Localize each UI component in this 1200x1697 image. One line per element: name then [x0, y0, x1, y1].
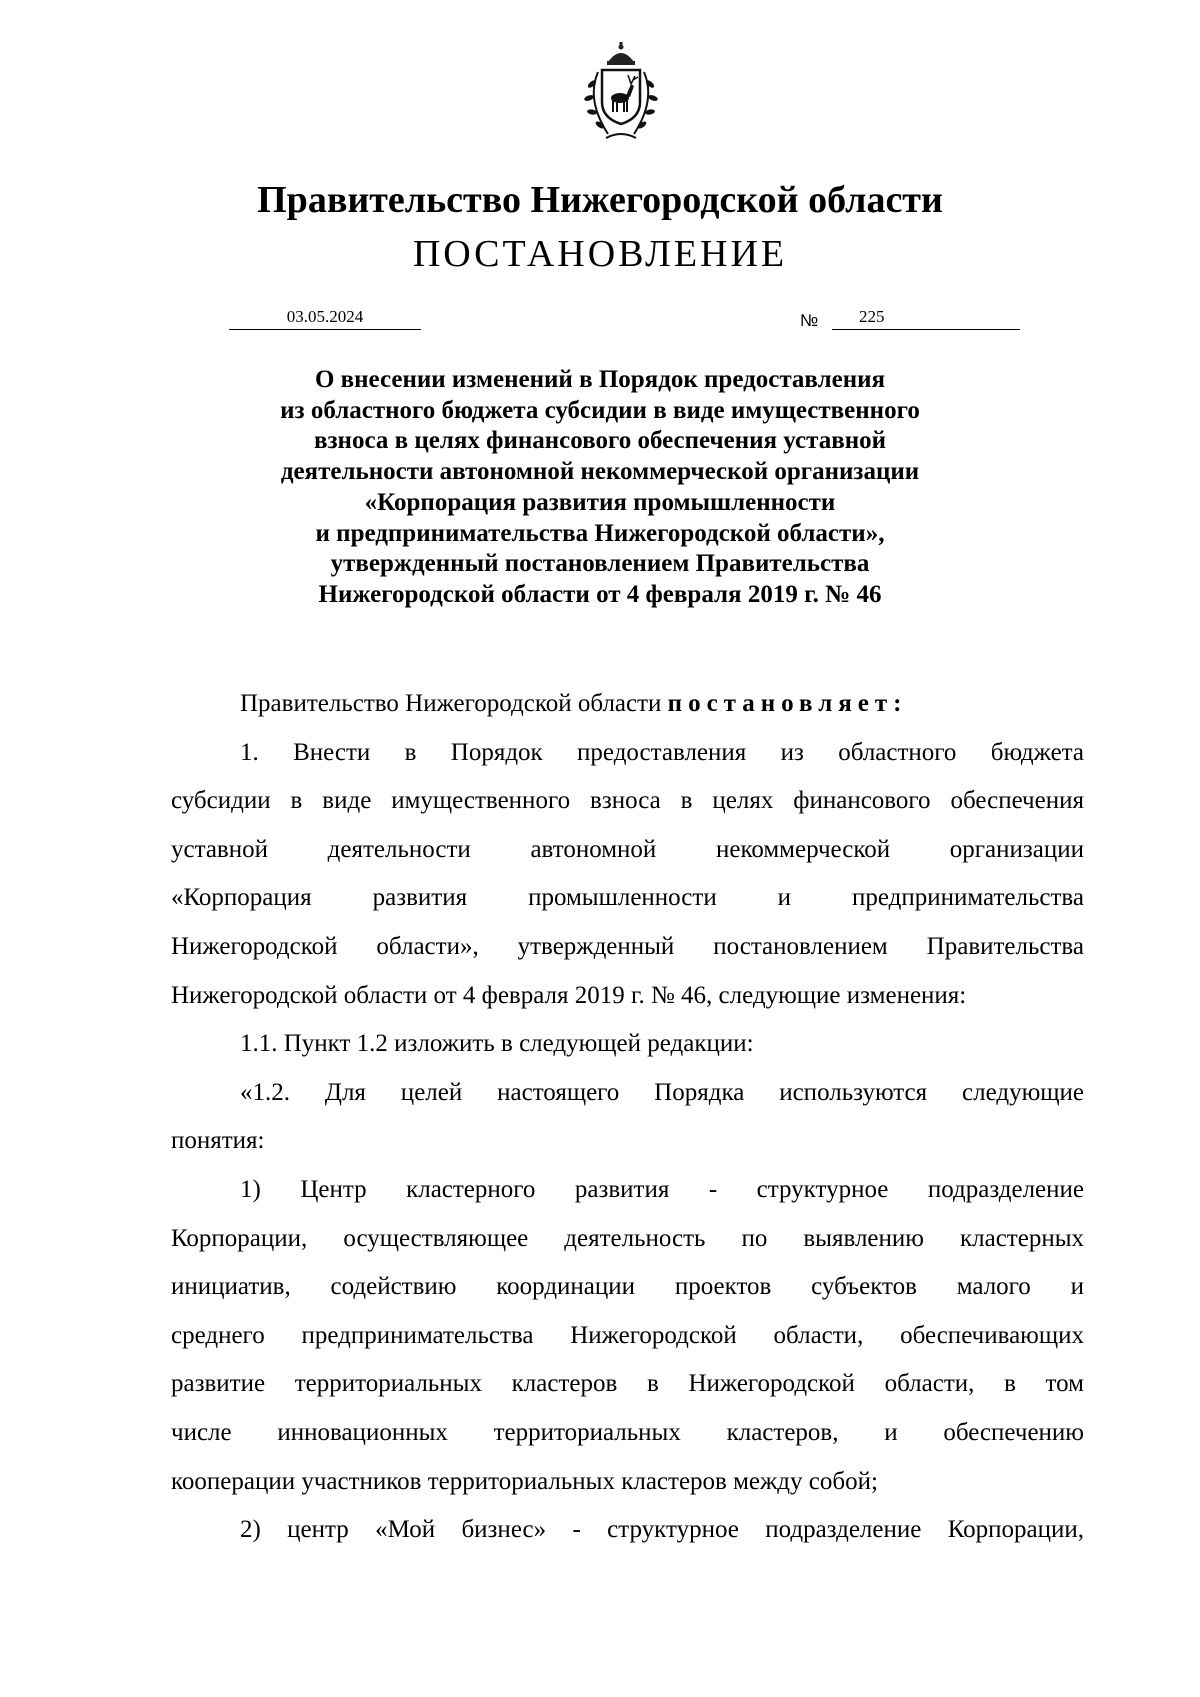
- decree-word: постановляет:: [667, 690, 908, 717]
- decree-intro: [171, 680, 1084, 729]
- body-line: 2) центр «Мой бизнес» - структурное подразделение Корпорации,: [240, 1516, 1084, 1544]
- title-line: деятельности автономной некоммерческой организации: [280, 458, 920, 486]
- doc-title: [0, 365, 1200, 611]
- doc-number-field: [832, 307, 1020, 330]
- doc-number: 225: [859, 307, 885, 326]
- body-line: Нижегородской области», утвержденный постановлением Правительства: [171, 932, 1084, 960]
- body-line: 1) Центр кластерного развития - структурное подразделение: [240, 1175, 1084, 1203]
- body-line: уставной деятельности автономной некоммерческой организации: [171, 835, 1084, 863]
- body-line: «1.2. Для целей настоящего Порядка используются следующие: [240, 1078, 1084, 1106]
- title-line: взноса в целях финансового обеспечения уставной: [314, 427, 886, 455]
- doc-type: ПОСТАНОВЛЕНИЕ: [412, 233, 788, 275]
- number-label: №: [800, 311, 819, 330]
- title-line: Нижегородской области от 4 февраля 2019 г. № 46: [318, 580, 882, 608]
- body-line: инициатив, содействию координации проектов субъектов малого и: [171, 1273, 1084, 1301]
- body-line: 1.1. Пункт 1.2 изложить в следующей редакции:: [240, 1030, 754, 1058]
- body-line: развитие территориальных кластеров в Нижегородской области, в том: [171, 1370, 1084, 1398]
- body-line: Корпорации, осуществляющее деятельность по выявлению кластерных: [171, 1224, 1084, 1252]
- body-line: среднего предпринимательства Нижегородской области, обеспечивающих: [171, 1321, 1084, 1349]
- body-line: понятия:: [171, 1127, 265, 1155]
- org-name: Правительство Нижегородской области: [257, 179, 943, 221]
- intro-text: Правительство Нижегородской области: [240, 690, 668, 717]
- title-line: «Корпорация развития промышленности: [364, 488, 836, 516]
- body-line: 1. Внести в Порядок предоставления из областного бюджета: [240, 738, 1084, 766]
- body-line: кооперации участников территориальных кластеров между собой;: [171, 1467, 878, 1495]
- doc-date: 03.05.2024: [229, 307, 421, 330]
- body-line: числе инновационных территориальных кластеров, и обеспечению: [171, 1418, 1084, 1446]
- body-line: субсидии в виде имущественного взноса в целях финансового обеспечения: [171, 787, 1084, 815]
- body-line: «Корпорация развития промышленности и предпринимательства: [171, 884, 1084, 912]
- title-line: из областного бюджета субсидии в виде имущественного: [280, 396, 920, 424]
- title-line: О внесении изменений в Порядок предоставления: [314, 366, 886, 393]
- body-line: Нижегородской области от 4 февраля 2019 г. № 46, следующие изменения:: [171, 981, 967, 1009]
- title-line: и предпринимательства Нижегородской области»,: [315, 519, 885, 547]
- title-line: утвержденный постановлением Правительства: [330, 550, 870, 578]
- coat-of-arms-icon: [578, 42, 664, 146]
- document-body: [171, 680, 1084, 1555]
